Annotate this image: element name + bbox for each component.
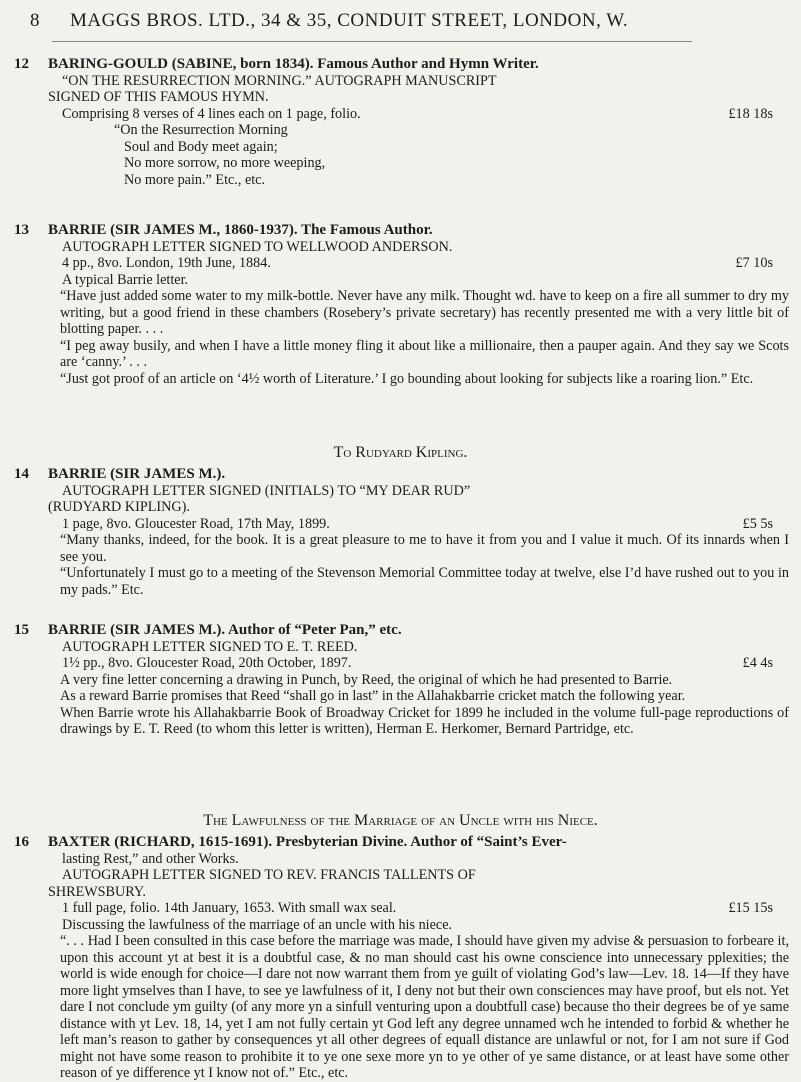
entry-paragraph: “Have just added some water to my milk-bottle. Never have any milk. Thought wd. have to keep on a fire all summer to dry my writing, but a good friend in these chambers (Rosebery’s private secretary) has recently presented me with a very little bit of blotting paper. . . . — [60, 288, 789, 337]
entry-title: “ON THE RESURRECTION MORNING.” AUTOGRAPH MANUSCRIPT — [62, 72, 497, 89]
entry-12 — [14, 56, 789, 188]
entry-subnote: A typical Barrie letter. — [62, 271, 189, 288]
header-rule — [52, 41, 692, 42]
entry-price: £4 4s — [742, 655, 773, 671]
entry-number: 12 — [14, 56, 29, 72]
entry-number: 14 — [14, 466, 29, 482]
poem-line: “On the Resurrection Morning — [114, 122, 288, 138]
entry-title-cont: SIGNED OF THIS FAMOUS HYMN. — [48, 89, 269, 105]
page-header — [30, 10, 790, 32]
entry-paragraph: “Unfortunately I must go to a meeting of the Stevenson Memorial Committee today at twelve, else I’d have rushed out to you in my pads.” Etc. — [60, 565, 789, 598]
section-title: The Lawfulness of the Marriage of an Uncle with his Niece. — [203, 812, 598, 829]
entry-13 — [14, 222, 789, 387]
poem-line: Soul and Body meet again; — [124, 138, 278, 155]
entry-title-cont: (RUDYARD KIPLING). — [48, 499, 190, 515]
entry-heading: BARRIE (SIR JAMES M.). Author of “Peter Pan,” etc. — [48, 622, 402, 638]
entry-14 — [14, 466, 789, 598]
entry-title: AUTOGRAPH LETTER SIGNED TO E. T. REED. — [62, 638, 358, 655]
entry-description: Comprising 8 verses of 4 lines each on 1 page, folio. — [62, 105, 361, 122]
entry-number: 16 — [14, 834, 29, 850]
entry-heading: BARRIE (SIR JAMES M.). — [48, 466, 226, 482]
entry-description: 4 pp., 8vo. London, 19th June, 1884. — [62, 255, 271, 271]
poem-line: No more sorrow, no more weeping, — [124, 155, 326, 171]
entry-heading-cont: lasting Rest,” and other Works. — [62, 850, 239, 867]
entry-price: £7 10s — [735, 255, 773, 271]
entry-title: AUTOGRAPH LETTER SIGNED TO REV. FRANCIS TALLENTS OF — [62, 867, 476, 883]
entry-price: £18 18s — [728, 105, 773, 122]
entry-paragraph: When Barrie wrote his Allahakbarrie Book of Broadway Cricket for 1899 he included in the volume full-page reproductions of drawings by E. T. Reed (to whom this letter is written), Herman E. Herkomer, Bernard Partridge, etc. — [60, 704, 789, 737]
entry-price: £15 15s — [728, 900, 773, 916]
page-number: 8 — [30, 10, 40, 31]
entry-title: AUTOGRAPH LETTER SIGNED (INITIALS) TO “MY DEAR RUD” — [62, 482, 471, 499]
entry-paragraph: As a reward Barrie promises that Reed “shall go in last” in the Allahakbarrie cricket match the following year. — [60, 688, 686, 704]
section-title: To Rudyard Kipling. — [333, 444, 468, 461]
entry-title: AUTOGRAPH LETTER SIGNED TO WELLWOOD ANDERSON. — [62, 238, 453, 255]
entry-description: 1 full page, folio. 14th January, 1653. With small wax seal. — [62, 900, 397, 916]
entry-heading: BAXTER (RICHARD, 1615-1691). Presbyterian Divine. Author of “Saint’s Ever- — [48, 834, 567, 850]
entry-price: £5 5s — [742, 515, 773, 532]
entry-heading: BARING-GOULD (SABINE, born 1834). Famous Author and Hymn Writer. — [48, 56, 539, 72]
entry-subnote: Discussing the lawfulness of the marriage of an uncle with his niece. — [62, 916, 453, 933]
entry-15 — [14, 622, 789, 738]
entry-paragraph: “Many thanks, indeed, for the book. It is a great pleasure to me to have it from you and I value it much. Of its innards when I see you. — [60, 532, 789, 565]
entry-paragraph: “Just got proof of an article on ‘4½ worth of Literature.’ I go bounding about looking for subjects like a roaring lion.” Etc. — [60, 370, 754, 387]
entry-description: 1½ pp., 8vo. Gloucester Road, 20th October, 1897. — [62, 655, 352, 671]
entry-number: 13 — [14, 222, 29, 238]
entry-paragraph: “. . . Had I been consulted in this case before the marriage was made, I should have given my advise & persuasion to forbeare it, upon this account yt at best it is a doubtful case, & no man should cast his owne conscience into unnecessary pplexities; the world is wide enough for choice—I dare not now warrant them from ye guilt of violating God’s law—Lev. 18. 14—If they have more light ymselves than I have, to see ye lawfulness of it, I deny not but their own consciences may have proof, but els not. Yet dare I not conclude ym guilty (of any more yn a sinfull venturing upon a doubtfull case) because tho their degrees be of ye same distance with yt Lev. 18, 14, yet I am not fully certain yt God left any degree unnamed wch he intended to forbid & whether he left man’s reason to gather by consequences yt all other degrees of equall distance are unlawful or not, for I am not sure if God might not have some reason to prohibite it to ye one sexe more yn to ye other of ye same distance, or at least have some other reason of ye difference yt I know not of.” Etc., etc. — [60, 933, 789, 1081]
entry-title-cont: SHREWSBURY. — [48, 883, 146, 900]
entry-number: 15 — [14, 622, 29, 638]
entry-paragraph: A very fine letter concerning a drawing in Punch, by Reed, the original of which he had presented to Barrie. — [60, 671, 673, 688]
entry-paragraph: “I peg away busily, and when I have a little money fling it about like a millionaire, then a pauper again. And they say we Scots are ‘canny.’ . . . — [60, 337, 789, 370]
header-text: MAGGS BROS. LTD., 34 & 35, CONDUIT STREET, LONDON, W. — [70, 10, 629, 31]
poem-line: No more pain.” Etc., etc. — [124, 171, 266, 188]
entry-16 — [14, 834, 789, 1082]
entry-description: 1 page, 8vo. Gloucester Road, 17th May, 1899. — [62, 515, 330, 532]
entry-heading: BARRIE (SIR JAMES M., 1860-1937). The Famous Author. — [48, 222, 433, 238]
